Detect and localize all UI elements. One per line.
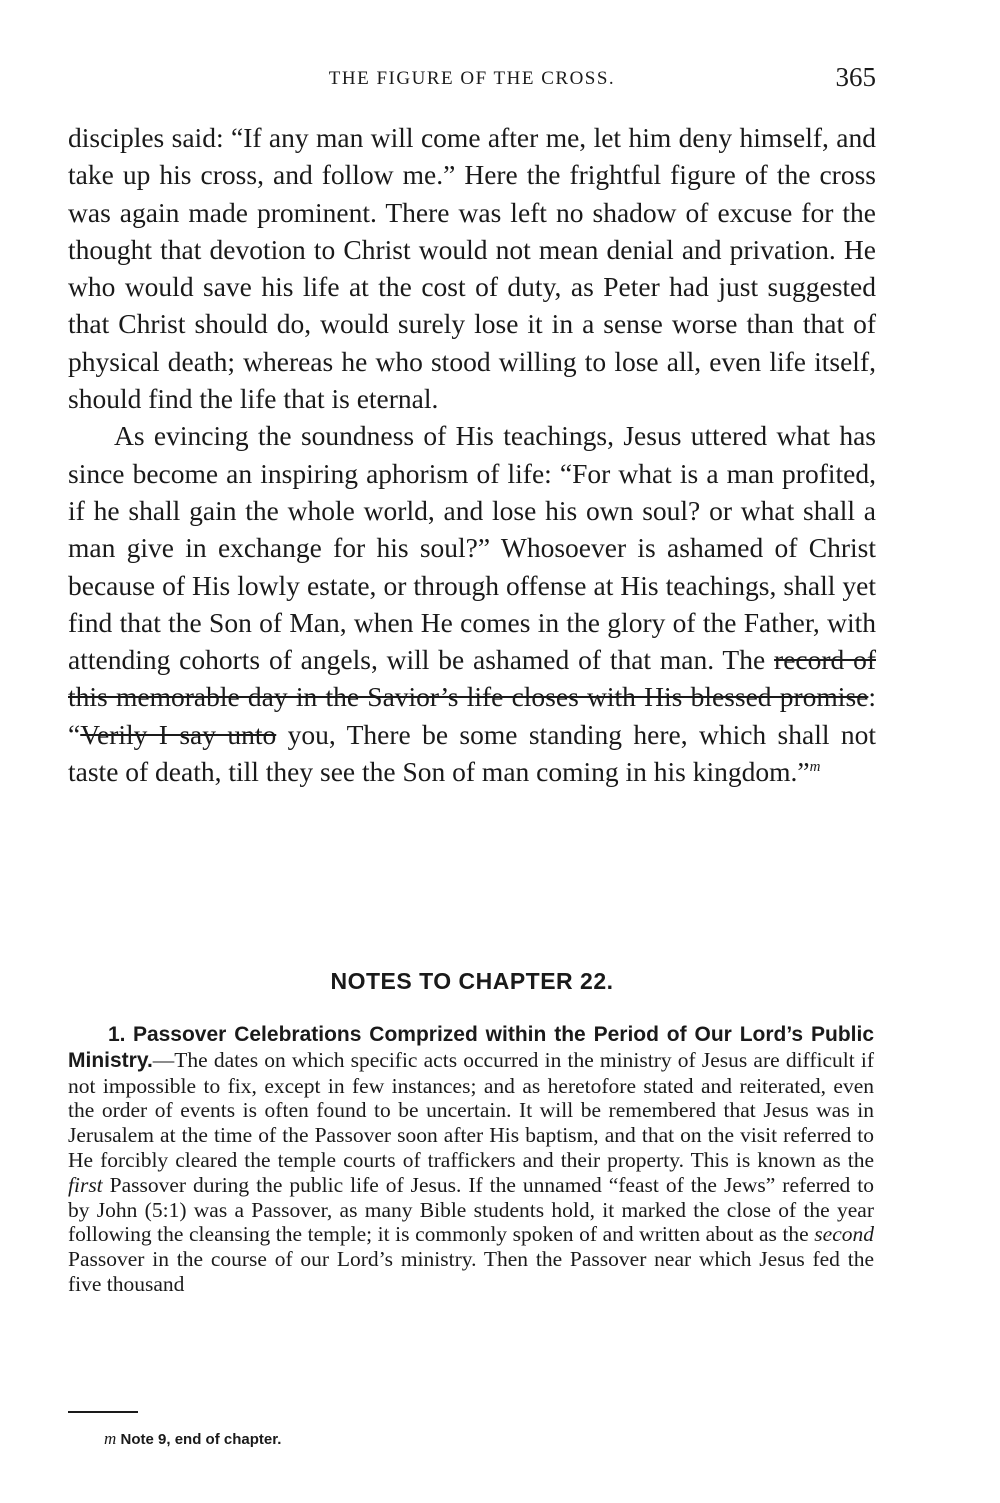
body-paragraph: disciples said: “If any man will come after me, let him deny himself, and take up his cross, and follow me.” Here the frightful figure of the cross was again made prominent. There was left no shadow of excuse for the thought that devotion to Christ would not mean denial and privation. He who would save his life at the cost of duty, as Peter had just suggested that Christ should do, would surely lose it in a sense worse than that of physical death; whereas he who stood willing to lose all, even life itself, should find the life that is eternal.: [68, 122, 876, 415]
paragraph-text: : “: [68, 681, 876, 750]
note-title: Passover Celebrations Comprized within the Period of Our Lord’s Public Ministry.: [68, 1023, 874, 1072]
note-text: Passover in the course of our Lord’s ministry. Then the Passover near which Jesus fed the five thousand: [68, 1247, 874, 1296]
footnote-text: Note 9, end of chapter.: [120, 1431, 282, 1448]
struck-text: Verily I say unto: [80, 718, 277, 750]
footnote-divider: [68, 1411, 138, 1413]
running-title: THE FIGURE OF THE CROSS.: [328, 68, 616, 89]
struck-text: record of this memorable day in the Savior’s life closes with His blessed promise: [68, 644, 876, 713]
notes-heading: NOTES TO CHAPTER 22.: [330, 968, 614, 994]
paragraph-text: you, There be some standing here, which shall not taste of death, till they see the Son of man coming in his kingdom.”: [68, 718, 876, 788]
body-paragraph: [68, 417, 876, 790]
note-number: 1.: [108, 1023, 126, 1046]
body-text: [68, 119, 876, 790]
footnote-reference: m: [809, 758, 821, 775]
page-number: 365: [835, 62, 876, 92]
note-1: [68, 1022, 874, 1297]
note-emphasis: first: [68, 1172, 103, 1197]
note-text: Passover during the public life of Jesus. If the unnamed “feast of the Jews” referred to by John (5:1) was a Passover, as many Bible students hold, it marked the close of the year following the cleansing the temple; it is commonly spoken of and written about as the: [68, 1172, 874, 1247]
footnote-mark: m: [104, 1429, 117, 1448]
paragraph-text: As evincing the soundness of His teachings, Jesus uttered what has since become an inspiring aphorism of life: “For what is a man profited, if he shall gain the whole world, and lose his own soul? or what shall a man give in exchange for his soul?” Whosoever is ashamed of Christ because of His lowly estate, or through offense at His teachings, shall yet find that the Son of Man, when He comes in the glory of the Father, with attending cohorts of angels, will be ashamed of that man. The: [68, 420, 876, 676]
running-head: [68, 62, 876, 96]
note-text: —The dates on which specific acts occurred in the ministry of Jesus are difficult if not impossible to fix, except in few instances; and as heretofore stated and reiterated, even the order of events is often found to be uncertain. It will be remembered that Jesus was in Jerusalem at the time of the Passover soon after His baptism, and that on the visit referred to He forcibly cleared the temple courts of traffickers and their property. This is known as the: [68, 1047, 874, 1172]
note-emphasis: second: [814, 1222, 874, 1247]
footnote: [104, 1429, 281, 1449]
